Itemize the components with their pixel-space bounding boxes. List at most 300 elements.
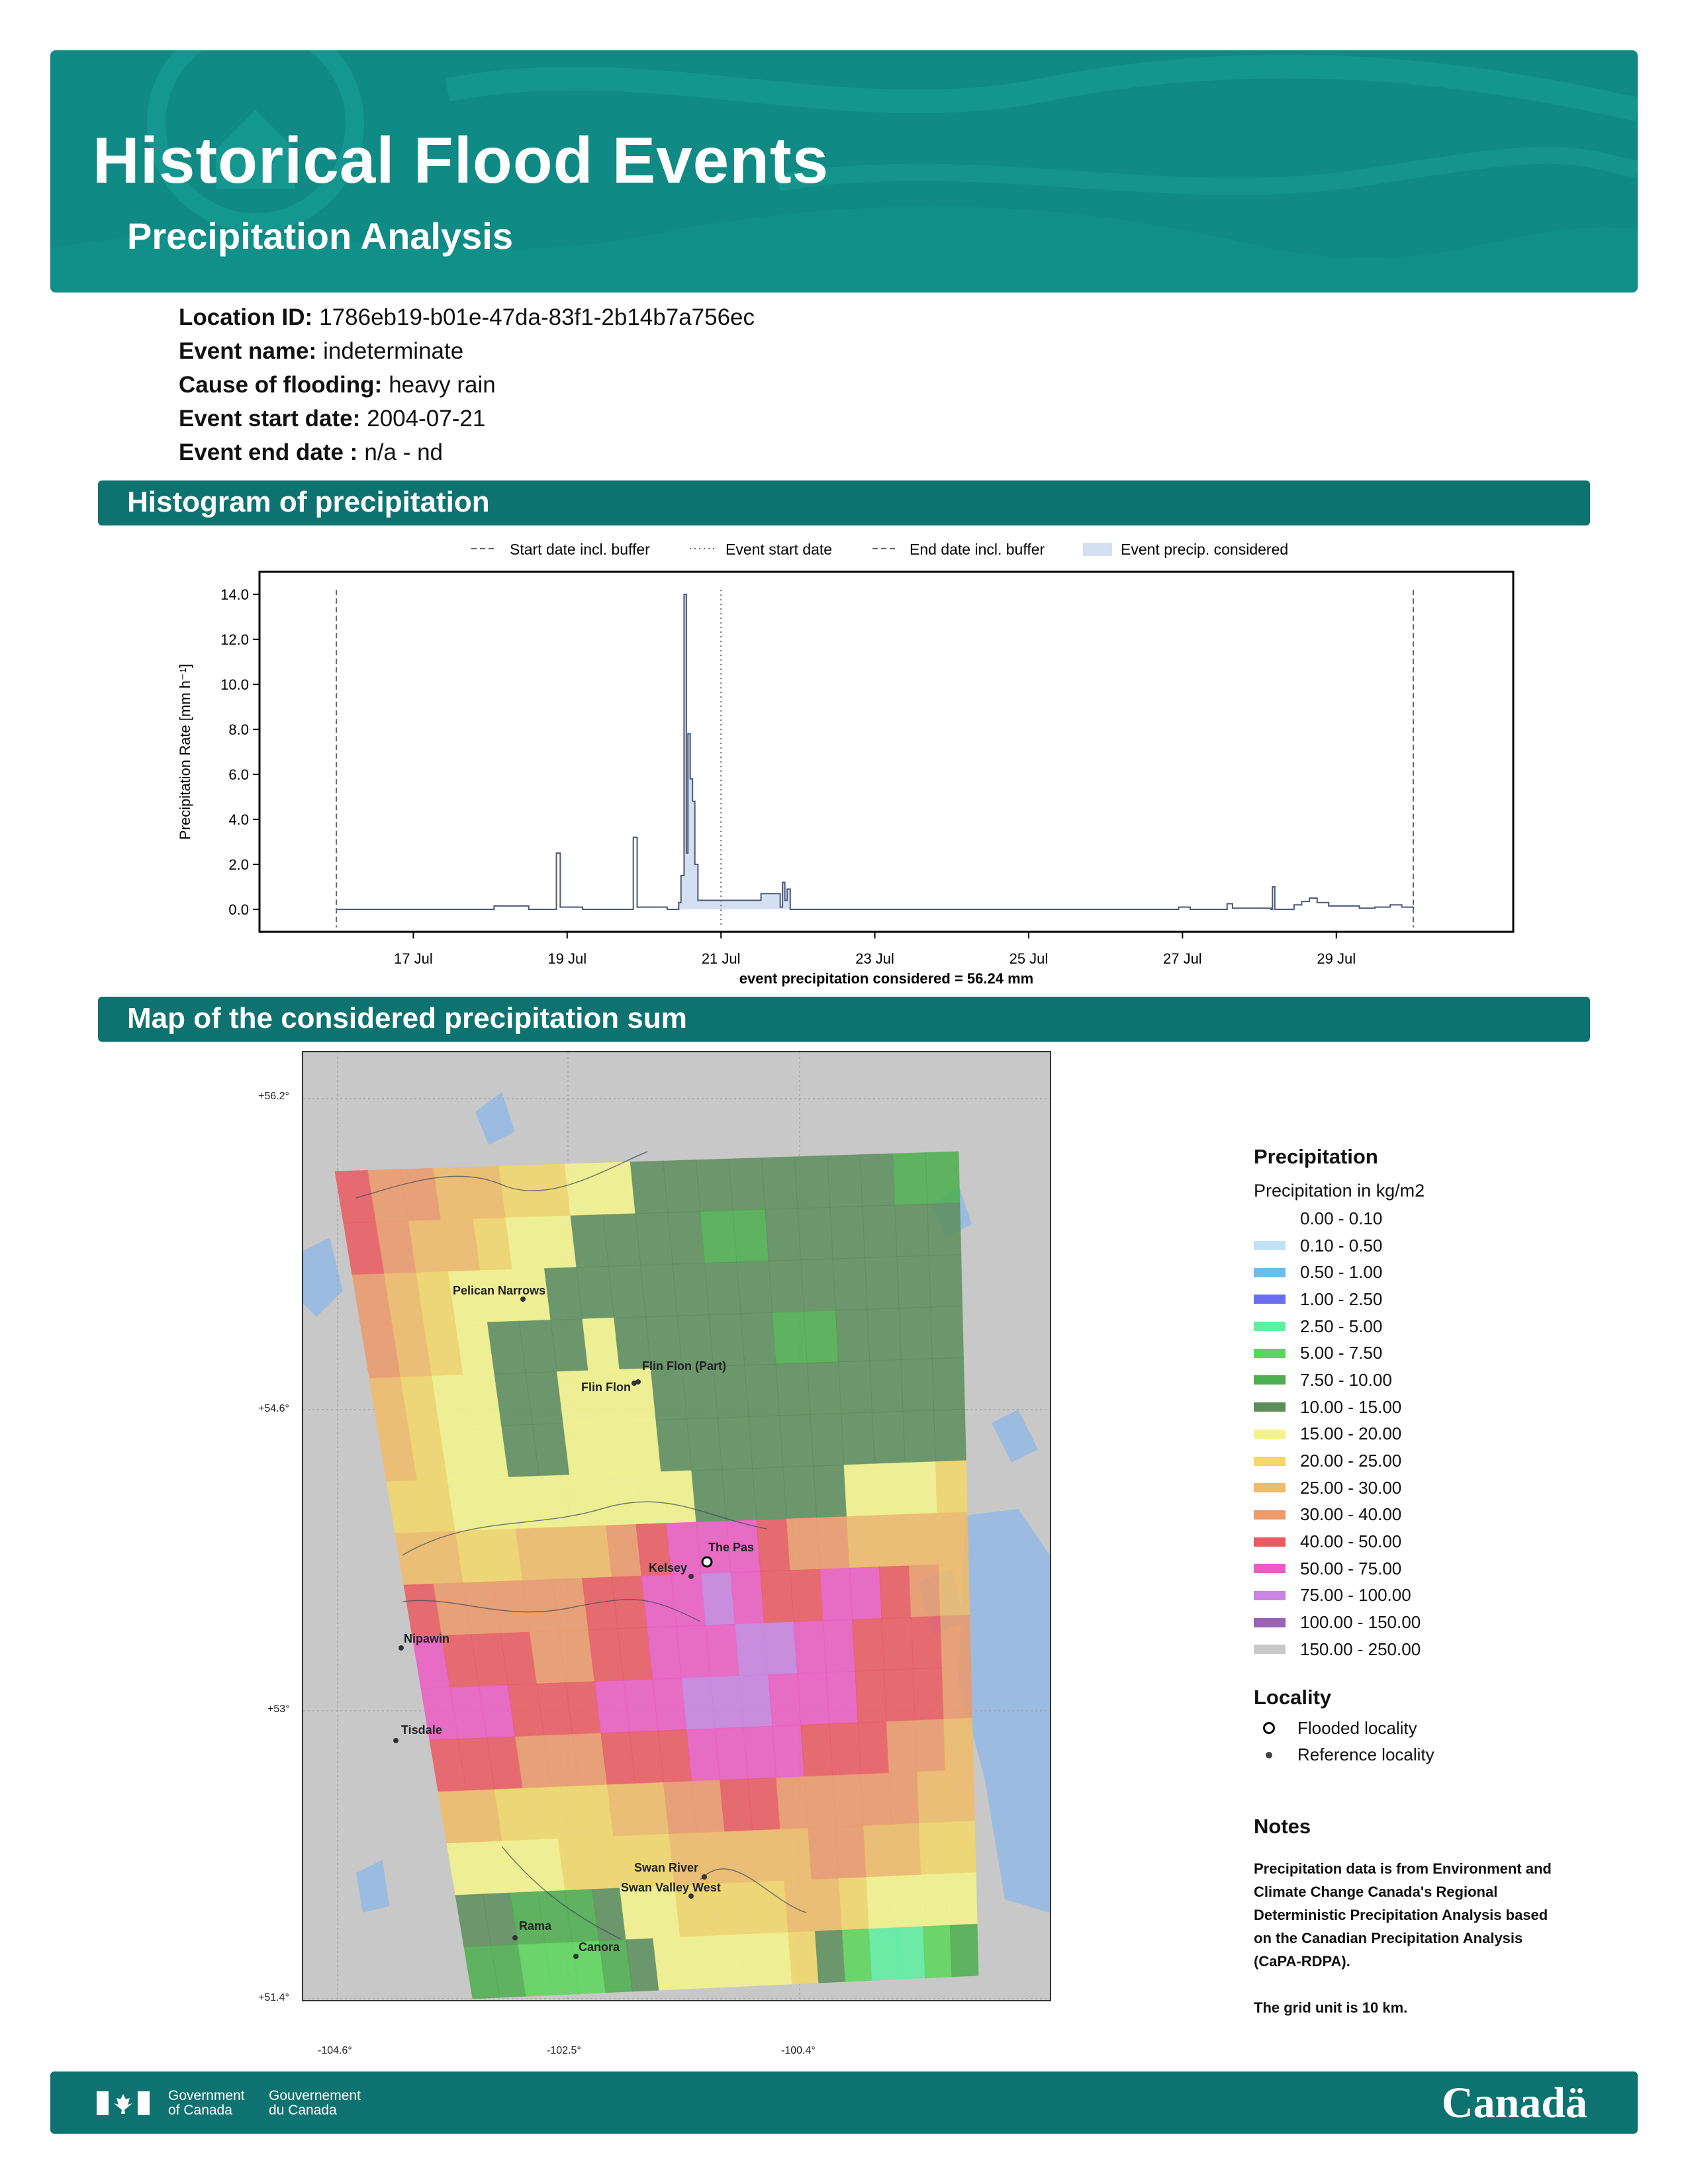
grid-cell [830,1206,865,1259]
x-tick-label: 27 Jul [1162,950,1202,967]
grid-cell [947,1821,976,1874]
map-canvas [303,1052,1050,2000]
grid-cell [941,1615,971,1668]
grid-cell [886,1721,917,1774]
grid-cell [656,1419,692,1472]
grid-cell [780,1414,814,1467]
grid-cell [870,1360,903,1413]
event-name-row [179,338,463,365]
location-id-label: Location ID: [179,304,313,330]
grid-cell [949,1872,977,1925]
grid-cell [869,1928,899,1981]
grid-cell [608,1265,645,1318]
grid-cell [701,1572,735,1625]
grid-cell [661,1471,696,1524]
grid-cell [807,1362,841,1415]
legend-class-label: 40.00 - 50.00 [1300,1531,1402,1552]
end-date-row [179,439,443,466]
histogram-section-bar [98,480,1590,525]
grid-cell [892,1823,921,1876]
grid-cell [506,1217,544,1270]
y-tick-label: 8.0 [228,721,249,738]
legend-swatch [1254,1214,1286,1223]
header-banner [50,50,1638,293]
grid-cell [865,1257,900,1310]
legend-swatch [1254,1295,1286,1304]
grid-cell [583,1318,620,1371]
grid-cell [731,1572,765,1625]
legend-class-row [1254,1609,1624,1636]
grid-cell [950,1924,978,1977]
precipitation-histogram [119,529,1549,993]
grid-cell [577,1266,614,1319]
grid-cell [844,1464,877,1517]
grid-cell [715,1727,748,1780]
grid-cell [905,1462,937,1515]
city-rama: Rama [519,1919,552,1933]
grid-cell [680,1936,712,1989]
grid-cell [899,1307,932,1359]
legend-class-label: 25.00 - 30.00 [1300,1477,1402,1498]
grid-cell [855,1670,886,1723]
grid-cell [909,1565,940,1617]
legend-class-row [1254,1636,1624,1663]
start-date-row [179,406,485,432]
grid-cell [784,1880,816,1933]
grid-cell [687,1418,722,1471]
legend-class-label: 0.10 - 0.50 [1300,1235,1383,1255]
lon-label-102-5: -102.5° [547,2045,581,2056]
grid-cell [753,1467,786,1520]
legend-swatch [1254,1349,1286,1358]
grid-cell [810,1414,844,1467]
legend-label-end-buffer: End date incl. buffer [910,541,1045,558]
grid-cell [786,1518,820,1570]
grid-cell [929,1255,962,1308]
legend-class-row [1254,1367,1624,1394]
grid-cell [769,1260,804,1313]
canada-flag-icon [97,2090,150,2116]
lon-label-100-4: -100.4° [781,2045,816,2056]
grid-cell [588,1369,626,1422]
grid-cell [692,1780,725,1833]
grid-cell [557,1371,594,1424]
reference-locality-icon [1266,1752,1272,1758]
legend-class-row [1254,1340,1624,1367]
grid-cell [499,1165,538,1218]
grid-cell [801,1259,836,1312]
grid-cell [671,1574,706,1627]
legend-class-label: 5.00 - 7.50 [1300,1343,1383,1363]
gov-en-line: of Canada [168,2103,232,2118]
grid-cell [907,1513,939,1566]
legend-class-label: 1.00 - 2.50 [1300,1289,1383,1309]
start-date-value: 2004-07-21 [367,406,486,432]
legend-class-row [1254,1528,1624,1555]
city-swan-valley-west: Swan Valley West [621,1881,721,1894]
reference-locality-label: Reference locality [1297,1745,1434,1765]
grid-cell [835,1309,870,1362]
y-tick-label: 6.0 [228,766,249,783]
grid-cell [707,1935,739,1988]
grid-cell [877,1514,910,1567]
x-tick-label: 21 Jul [701,950,741,967]
grid-cell [921,1874,951,1927]
grid-cell [722,1469,757,1522]
grid-cell [889,1772,919,1825]
grid-cell [762,1157,798,1210]
plot-frame [259,572,1513,932]
legend-swatch-event-precip [1083,543,1112,556]
grid-cell [668,1212,705,1265]
legend-class-label: 15.00 - 20.00 [1300,1424,1402,1444]
grid-cell [709,1314,745,1367]
legend-swatch [1254,1645,1286,1654]
legend-label-event-precip: Event precip. considered [1121,541,1289,558]
legend-swatch [1254,1537,1286,1547]
gov-fr-line: Gouvernement [269,2088,361,2103]
legend-class-row [1254,1259,1624,1286]
legend-subtitle: Precipitation in kg/m2 [1254,1181,1425,1201]
grid-cell [544,1267,582,1320]
city-tisdale: Tisdale [401,1723,442,1737]
x-tick-label: 23 Jul [855,950,894,967]
x-axis [394,932,1356,967]
grid-cell [804,1776,835,1829]
grid-cell [894,1875,923,1928]
grid-cell [931,1306,964,1358]
legend-swatch [1254,1483,1286,1492]
grid-cell [658,1730,692,1783]
grid-cell [927,1203,961,1255]
grid-cell [733,1209,769,1262]
grid-cell [682,1366,718,1419]
grid-cell [710,1676,743,1729]
notes-line: Deterministic Precipitation Analysis based [1254,1907,1548,1924]
grid-cell [571,1214,608,1267]
grid-cell [718,1417,753,1470]
legend-class-row [1254,1555,1624,1582]
grid-cell [745,1364,780,1417]
grid-cell [833,1774,864,1827]
end-date-value: n/a - nd [364,439,444,465]
grid-cell [839,1361,872,1414]
grid-cell [769,1674,801,1727]
flooded-locality-marker [702,1557,712,1567]
grid-cell [705,1262,741,1315]
city-kelsey: Kelsey [649,1561,688,1574]
legend-swatch [1254,1457,1286,1466]
grid-cell [863,1205,897,1258]
page-title: Historical Flood Events [93,124,829,197]
grid-cell [669,1833,702,1886]
chart-legend [471,541,1288,558]
legend-swatch [1254,1268,1286,1277]
grid-cell [603,1214,641,1267]
legend-swatch [1254,1430,1286,1439]
grid-cell [790,1569,823,1622]
legend-swatch [1254,1375,1286,1385]
map-section-title: Map of the considered precipitation sum [127,1002,687,1034]
grid-cell [631,1472,667,1525]
notes-body [1254,1857,1624,2019]
legend-class-label: 150.00 - 250.00 [1300,1639,1421,1659]
grid-cell [847,1516,879,1569]
legend-label-start-buffer: Start date incl. buffer [510,541,650,558]
grid-cell [925,1152,960,1204]
grid-cell [915,1719,945,1772]
legend-swatch [1254,1618,1286,1627]
lat-label-51-4: +51.4° [258,1992,289,2003]
legend-swatch [1254,1510,1286,1520]
grid-cell [861,1773,891,1826]
grid-cell [945,1770,975,1823]
grid-cell [647,1627,682,1680]
grid-cell [576,1525,612,1578]
grid-cell [761,1933,792,1985]
gov-fr-line: du Canada [269,2103,337,2118]
legend-label-event-start: Event start date [726,541,833,558]
grid-cell [783,1466,817,1519]
grid-cell [739,1674,773,1727]
legend-class-label: 2.50 - 5.00 [1300,1316,1383,1336]
y-axis [220,586,259,918]
page-subtitle: Precipitation Analysis [127,215,513,257]
grid-cell [872,1411,905,1464]
grid-cell [849,1567,882,1620]
grid-cell [538,1216,577,1269]
grid-cell [753,1829,784,1882]
legend-swatch [1254,1241,1286,1250]
city-the-pas: The Pas [708,1541,755,1554]
legend-flooded-locality [1254,1715,1624,1742]
grid-cell [714,1365,749,1418]
grid-cell [620,1369,656,1422]
grid-cell [913,1668,943,1721]
legend-class-row [1254,1205,1624,1232]
gov-en-line: Government [168,2088,245,2103]
legend-class-label: 30.00 - 40.00 [1300,1504,1402,1525]
grid-cell [817,1517,850,1570]
grid-cell [618,1627,653,1680]
grid-cell [812,1878,842,1931]
grid-cell [635,1212,673,1265]
grid-cell [897,1255,931,1308]
grid-cell [815,1930,845,1983]
gov-fr [269,2089,361,2118]
y-axis-label: Precipitation Rate [mm h⁻¹] [177,664,193,840]
grid-cell [841,1412,874,1465]
city-swan-river: Swan River [634,1861,699,1874]
legend-swatch [1254,1564,1286,1573]
legend-classes [1254,1205,1624,1663]
cause-row [179,372,496,398]
grid-cell [934,1409,966,1462]
legend-class-row [1254,1313,1624,1340]
grid-cell [682,1677,716,1730]
legend-class-label: 100.00 - 150.00 [1300,1612,1421,1633]
grid-cell [858,1721,889,1774]
grid-cell [917,1771,947,1824]
grid-cell [780,1828,812,1881]
flooded-locality-icon [1263,1722,1275,1734]
legend-class-label: 7.50 - 10.00 [1300,1369,1392,1390]
grid-cell [725,1831,757,1884]
grid-cell [734,1934,765,1987]
grid-cell [563,1422,600,1475]
y-tick-label: 12.0 [220,631,249,648]
grid-cell [808,1827,839,1880]
start-date-label: Event start date: [179,406,361,432]
grid-cell [798,1207,833,1260]
grid-cell [519,1320,557,1373]
grid-cell [569,1474,606,1527]
grid-cell [729,1882,761,1935]
grid-cell [814,1465,847,1518]
legend-class-row [1254,1421,1624,1448]
grid-cell [744,1726,776,1779]
event-name-value: indeterminate [323,338,464,364]
grid-cell [706,1624,739,1677]
grid-cell [903,1410,935,1463]
y-tick-label: 14.0 [220,586,249,603]
city-nipawin: Nipawin [404,1632,450,1645]
grid-cell [757,1519,790,1572]
grid-cell [641,1264,678,1317]
grid-cell [594,1421,631,1474]
end-date-label: Event end date : [179,439,358,465]
grid-cell [653,1678,686,1731]
map-legend [1254,1145,1624,2019]
grid-cell [935,1461,967,1514]
grid-cell [598,1162,635,1215]
grid-cell [797,1672,829,1725]
grid-cell [612,1576,647,1629]
legend-class-row [1254,1232,1624,1259]
grid-cell [794,1621,826,1674]
grid-cell [937,1512,968,1565]
grid-cell [677,1625,710,1678]
grid-cell [895,1204,929,1256]
city-canora: Canora [579,1940,620,1954]
city-pelican-narrows: Pelican Narrows [453,1284,546,1297]
grid-cell [765,1208,801,1261]
grid-cell [692,1469,727,1522]
grid-cell [882,1617,913,1670]
grid-cell [696,1159,733,1212]
legend-class-row [1254,1475,1624,1502]
y-tick-label: 0.0 [228,901,249,918]
grid-cell [630,1731,663,1784]
legend-class-row [1254,1447,1624,1475]
grid-cell [741,1312,776,1365]
grid-cell [582,1577,618,1630]
grid-cell [700,1210,737,1263]
grid-cell [823,1619,855,1672]
lat-label-54-6: +54.6° [258,1403,289,1414]
grid-cell [773,1312,808,1365]
grid-cell [651,1367,686,1420]
legend-class-label: 0.50 - 1.00 [1300,1262,1383,1283]
grid-cell [776,1363,810,1416]
grid-cell [942,1666,972,1719]
location-id-row [179,304,755,331]
grid-cell [804,1310,839,1363]
event-name-label: Event name: [179,338,317,364]
grid-cell [826,1671,858,1724]
city-flin-flon-part: Flin Flon (Part) [642,1359,726,1373]
grid-cell [836,1826,867,1879]
grid-cell [839,1878,869,1931]
grid-cell [663,1160,700,1213]
grid-cell [729,1158,765,1211]
legend-class-row [1254,1502,1624,1529]
y-tick-label: 4.0 [228,811,249,828]
lon-label-104-6: -104.6° [318,2045,352,2056]
grid-cell [932,1357,964,1410]
grid-cell [673,1263,709,1316]
footer [50,2071,1638,2134]
grid-cell [874,1463,907,1516]
grid-cell [788,1931,819,1984]
notes-line: on the Canadian Precipitation Analysis [1254,1930,1523,1947]
x-tick-label: 19 Jul [547,950,587,967]
y-tick-label: 10.0 [220,676,249,693]
grid-cell [773,1725,805,1778]
notes-line: (CaPA-RDPA). [1254,1953,1350,1970]
legend-class-label: 20.00 - 25.00 [1300,1451,1402,1471]
grid-cell [630,1161,668,1214]
grid-cell [624,1679,658,1732]
grid-cell [911,1616,942,1669]
grid-cell [625,1420,661,1473]
grid-cell [867,1308,901,1361]
grid-cell [842,1929,872,1982]
legend-class-row [1254,1286,1624,1313]
grid-cell [748,1778,780,1831]
grid-cell [864,1825,894,1878]
grid-cell [893,1153,927,1205]
legend-title: Precipitation [1254,1145,1378,1168]
grid-cell [776,1776,808,1829]
grid-cell [853,1619,884,1672]
x-tick-label: 29 Jul [1317,950,1356,967]
legend-reference-locality [1254,1741,1624,1768]
gov-en [168,2089,245,2118]
location-id-value: 1786eb19-b01e-47da-83f1-2b14b7a756ec [319,304,755,330]
legend-class-row [1254,1582,1624,1610]
grid-cell [600,1473,636,1525]
grid-cell [761,1570,794,1623]
grid-cell [896,1927,925,1979]
grid-cell [829,1723,861,1776]
canada-wordmark: Canadä [1441,2079,1587,2127]
notes-line: Climate Change Canada's Regional [1254,1884,1498,1901]
grid-cell [820,1568,853,1621]
grid-cell [757,1881,788,1934]
legend-class-row [1254,1394,1624,1421]
event-precip-total: event precipitation considered = 56.24 mm [739,970,1034,987]
legend-class-label: 10.00 - 15.00 [1300,1396,1402,1417]
grid-cell [551,1319,588,1372]
legend-class-label: 75.00 - 100.00 [1300,1585,1411,1606]
grid-cell [944,1718,974,1771]
lat-label-53: +53° [267,1704,290,1715]
notes-grid-unit: The grid unit is 10 km. [1254,1999,1408,2017]
histogram-section-title: Histogram of precipitation [127,486,490,518]
grid-cell [735,1623,768,1676]
x-tick-label: 25 Jul [1009,950,1049,967]
